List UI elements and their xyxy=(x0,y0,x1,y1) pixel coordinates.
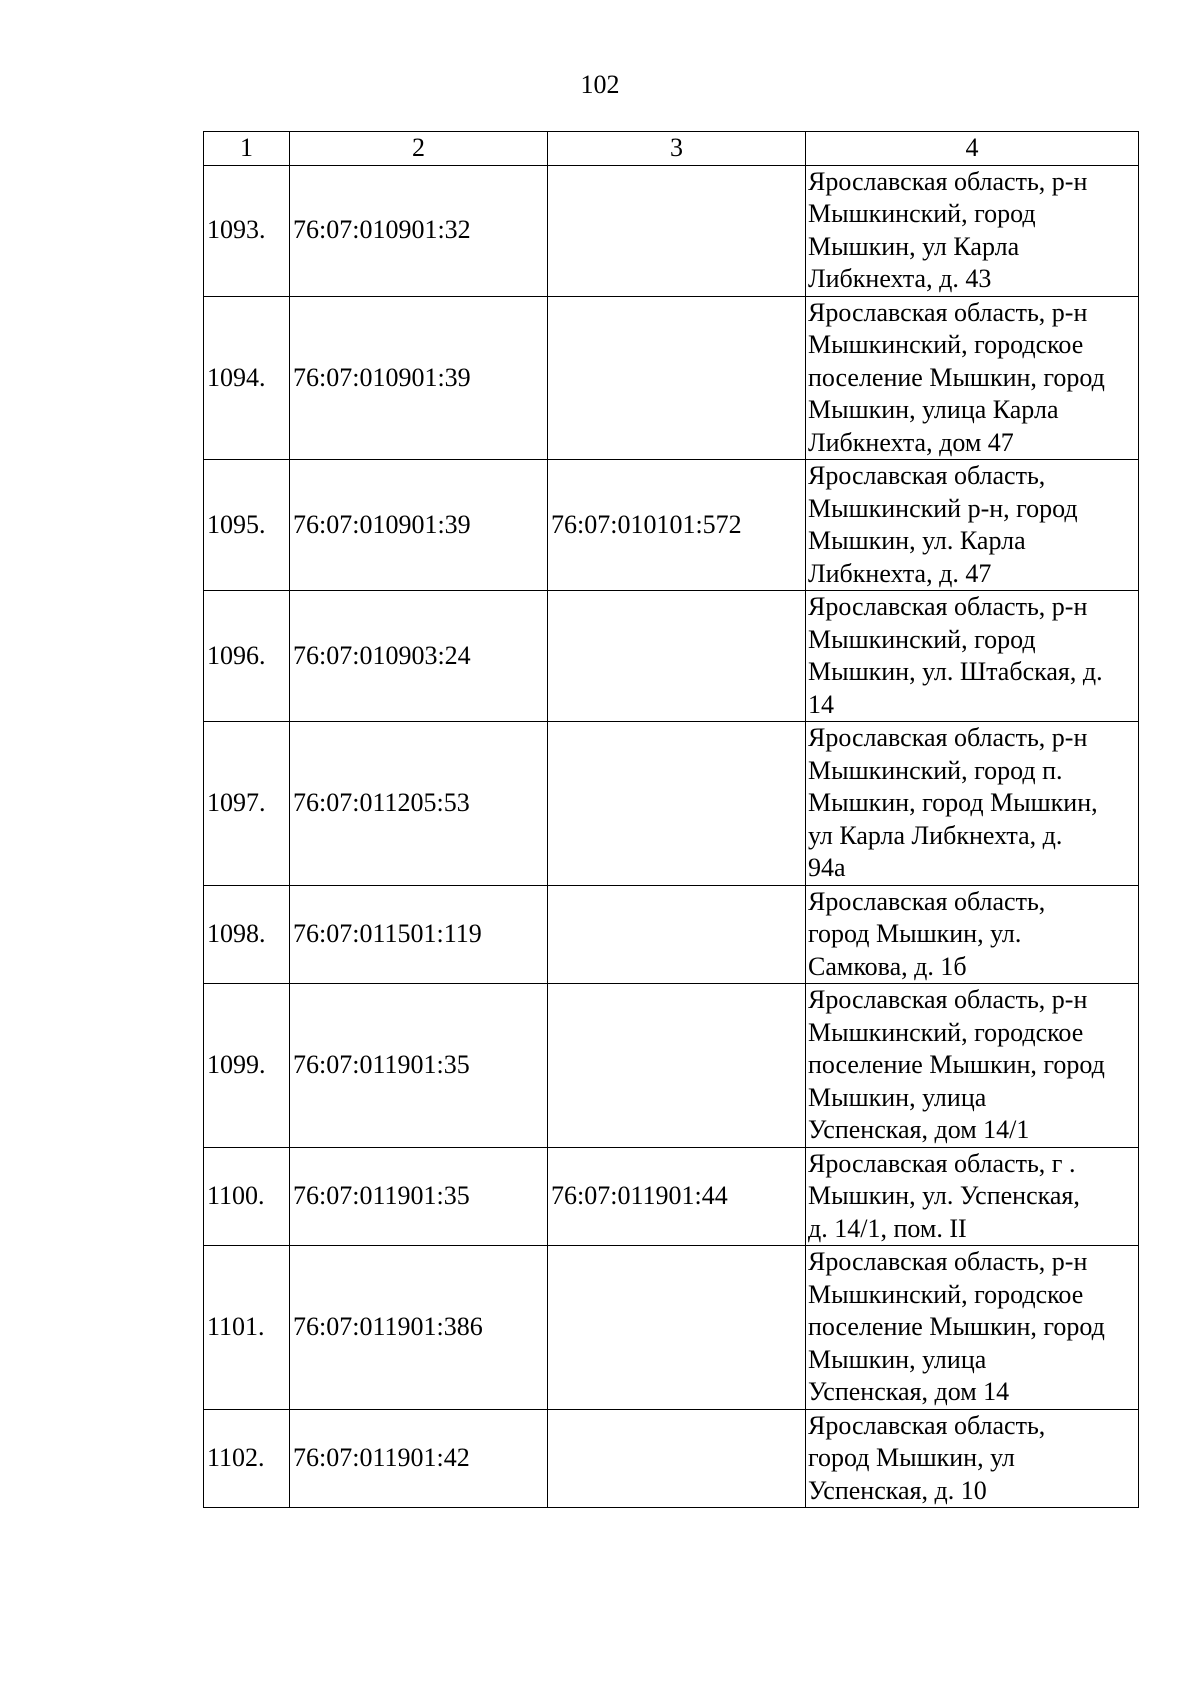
table-row xyxy=(204,1246,1139,1410)
related-cadastral-cell xyxy=(548,591,806,722)
table-row xyxy=(204,984,1139,1148)
row-number-cell: 1093. xyxy=(204,165,290,296)
related-cadastral-cell xyxy=(548,722,806,886)
address-cell xyxy=(806,885,1139,984)
row-number-cell: 1100. xyxy=(204,1147,290,1246)
address-line: Либкнехта, дом 47 xyxy=(808,427,1014,457)
address-cell xyxy=(806,591,1139,722)
address-line: Мышкинский, город xyxy=(808,199,1036,228)
address-line: ул Карла Либкнехта, д. xyxy=(808,820,1063,850)
cadastral-number-cell: 76:07:010901:39 xyxy=(290,460,548,591)
row-number-cell: 1096. xyxy=(204,591,290,722)
address-line: Мышкин, ул. Штабская, д. xyxy=(808,657,1103,686)
address-line: Мышкин, ул. Карла xyxy=(808,526,1026,555)
address-line: город Мышкин, ул xyxy=(808,1443,1015,1472)
table-row xyxy=(204,460,1139,591)
column-header: 2 xyxy=(290,132,548,166)
address-line: Ярославская область, р-н xyxy=(808,592,1088,621)
cadastral-number-cell: 76:07:011901:386 xyxy=(290,1246,548,1410)
row-number-cell: 1099. xyxy=(204,984,290,1148)
address-line: Мышкинский, город xyxy=(808,624,1036,654)
address-line: Мышкин, улица Карла xyxy=(808,395,1059,424)
address-line: Ярославская область, xyxy=(808,1410,1046,1440)
address-line: город Мышкин, ул. xyxy=(808,919,1022,948)
address-line: Мышкин, ул. Успенская, xyxy=(808,1181,1080,1210)
column-header: 4 xyxy=(806,132,1139,166)
related-cadastral-cell xyxy=(548,1246,806,1410)
row-number-cell: 1097. xyxy=(204,722,290,886)
row-number-cell: 1095. xyxy=(204,460,290,591)
column-header: 1 xyxy=(204,132,290,166)
address-line: Ярославская область, р-н xyxy=(808,166,1088,196)
address-cell xyxy=(806,460,1139,591)
address-line: Мышкинский, городское xyxy=(808,330,1084,359)
cadastral-number-cell: 76:07:011901:35 xyxy=(290,984,548,1148)
row-number-cell: 1094. xyxy=(204,296,290,460)
address-line: Самкова, д. 1б xyxy=(808,951,967,981)
address-line: Мышкин, ул Карла xyxy=(808,231,1020,261)
related-cadastral-cell xyxy=(548,984,806,1148)
cadastral-number-cell: 76:07:011205:53 xyxy=(290,722,548,886)
table-row xyxy=(204,885,1139,984)
address-line: Успенская, д. 10 xyxy=(808,1475,987,1505)
address-cell xyxy=(806,722,1139,886)
address-line: Мышкин, улица xyxy=(808,1344,987,1374)
related-cadastral-cell xyxy=(548,1409,806,1508)
address-line: Мышкинский, городское xyxy=(808,1017,1084,1047)
row-number-cell: 1102. xyxy=(204,1409,290,1508)
address-cell xyxy=(806,1246,1139,1410)
address-line: Мышкин, город Мышкин, xyxy=(808,788,1098,817)
address-line: Ярославская область, р-н xyxy=(808,723,1088,752)
row-number-cell: 1098. xyxy=(204,885,290,984)
row-number-cell: 1101. xyxy=(204,1246,290,1410)
address-cell xyxy=(806,1147,1139,1246)
related-cadastral-cell xyxy=(548,885,806,984)
address-line: поселение Мышкин, город xyxy=(808,1050,1105,1079)
address-line: д. 14/1, пом. II xyxy=(808,1213,967,1243)
address-line: поселение Мышкин, город xyxy=(808,1312,1105,1341)
address-line: Успенская, дом 14/1 xyxy=(808,1115,1030,1144)
related-cadastral-cell xyxy=(548,296,806,460)
cadastral-number-cell: 76:07:010903:24 xyxy=(290,591,548,722)
cadastral-number-cell: 76:07:011901:35 xyxy=(290,1147,548,1246)
address-line: Мышкин, улица xyxy=(808,1082,987,1112)
address-line: Мышкинский, городское xyxy=(808,1279,1084,1309)
address-cell xyxy=(806,296,1139,460)
cadastral-number-cell: 76:07:011901:42 xyxy=(290,1409,548,1508)
cadastral-number-cell: 76:07:010901:39 xyxy=(290,296,548,460)
table-row xyxy=(204,1147,1139,1246)
page-number: 102 xyxy=(580,70,620,99)
address-cell xyxy=(806,1409,1139,1508)
address-line: Либкнехта, д. 43 xyxy=(808,264,992,293)
table-header-row xyxy=(204,132,1139,166)
address-line: Ярославская область, р-н xyxy=(808,1247,1088,1276)
address-line: Ярославская область, р-н xyxy=(808,985,1088,1014)
address-line: поселение Мышкин, город xyxy=(808,362,1105,392)
table-row xyxy=(204,1409,1139,1508)
address-line: Ярославская область, xyxy=(808,886,1046,916)
cadastral-number-cell: 76:07:011501:119 xyxy=(290,885,548,984)
address-line: Мышкинский р-н, город xyxy=(808,493,1078,523)
address-cell xyxy=(806,984,1139,1148)
address-line: Ярославская область, р-н xyxy=(808,297,1088,327)
address-line: Успенская, дом 14 xyxy=(808,1377,1010,1406)
related-cadastral-cell xyxy=(548,165,806,296)
column-header: 3 xyxy=(548,132,806,166)
related-cadastral-cell: 76:07:010101:572 xyxy=(548,460,806,591)
address-line: Либкнехта, д. 47 xyxy=(808,558,992,588)
cadastral-number-cell: 76:07:010901:32 xyxy=(290,165,548,296)
table-row xyxy=(204,296,1139,460)
related-cadastral-cell: 76:07:011901:44 xyxy=(548,1147,806,1246)
table-row xyxy=(204,591,1139,722)
address-cell xyxy=(806,165,1139,296)
address-line: 94а xyxy=(808,853,846,882)
address-line: Ярославская область, xyxy=(808,461,1046,490)
cadastral-registry-table xyxy=(203,131,1139,1508)
table-row xyxy=(204,722,1139,886)
address-line: 14 xyxy=(808,689,834,719)
address-line: Ярославская область, г . xyxy=(808,1148,1076,1178)
address-line: Мышкинский, город п. xyxy=(808,755,1063,785)
table-row xyxy=(204,165,1139,296)
